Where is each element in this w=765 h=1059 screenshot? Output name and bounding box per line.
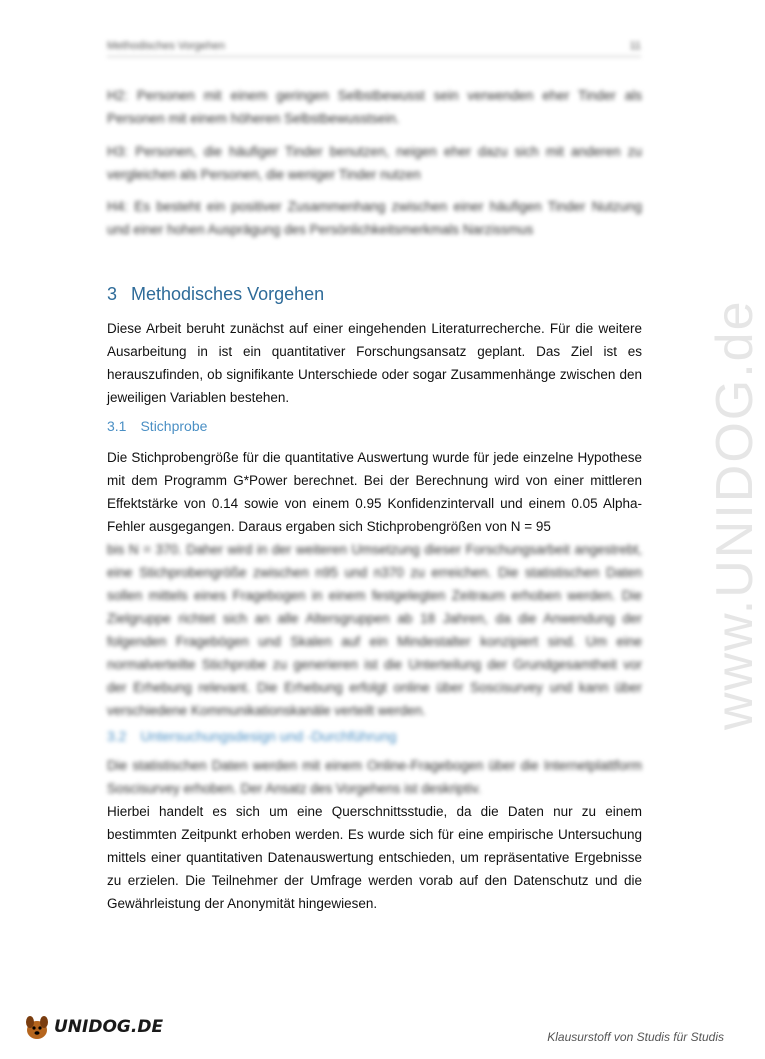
unidog-logo: [22, 1012, 163, 1042]
dog-mascot-icon: [22, 1012, 52, 1042]
page-number: 11: [629, 40, 641, 52]
stichprobe-paragraph-blurred: bis N = 370. Daher wird in der weiteren Umsetzung dieser Forschungsarbeit angestrebt, eine Stichprobengröße zwischen n95 und n370 zu erreichen. Die statistischen Daten sollen mittels eines Fragebogen in einem festgelegten Zeitraum erhoben werden. Die Zielgruppe richtet sich an alle Altersgruppen ab 18 Jahren, da die Anwendung der folgenden Fragebögen und Skalen auf ein Mindestalter konzipiert sind. Um eine normalverteilte Stichprobe zu generieren ist die Unterteilung der Grundgesamtheit vor der Erhebung relevant. Die Erhebung erfolgt online über Soscisurvey und kann über verschiedene Kommunikationskanäle verteilt werden.: [107, 542, 642, 718]
subsection-heading-design: [107, 728, 397, 744]
section-number: 3: [107, 284, 118, 304]
subsection-number: 3.1: [107, 418, 127, 434]
section-title: Methodisches Vorgehen: [131, 284, 325, 304]
hypothesis-h4: H4: Es besteht ein positiver Zusammenhang zwischen einer häufigen Tinder Nutzung und einer hohen Ausprägung des Persönlichkeitsmerkmals Narzissmus: [107, 199, 642, 237]
footer-slogan: Klausurstoff von Studis für Studis: [547, 1030, 724, 1044]
design-paragraph-blurred: Die statistischen Daten werden mit einem Online-Fragebogen über die Internetplattform Soscisurvey erhoben. Der Ansatz des Vorgehens ist deskriptiv.: [107, 758, 642, 796]
design-paragraph: Hierbei handelt es sich um eine Querschnittsstudie, da die Daten nur zu einem bestimmten Zeitpunkt erhoben werden. Es wurde sich für eine empirische Untersuchung mittels einer quantitativen Datenauswertung entschieden, um repräsentative Ergebnisse zu erzielen. Die Teilnehmer der Umfrage werden vorab auf den Datenschutz und die Gewährleistung der Anonymität hingewiesen.: [107, 804, 642, 911]
stichprobe-paragraph: Die Stichprobengröße für die quantitative Auswertung wurde für jede einzelne Hypothese mit dem Programm G*Power berechnet. Bei der Berechnung wird von einer mittleren Effektstärke von 0.14 sowie von einem 0.95 Konfidenzintervall und einem 0.05 Alpha-Fehler ausgegangen. Daraus ergaben sich Stichprobengrößen von N = 95: [107, 450, 642, 534]
intro-paragraph: Diese Arbeit beruht zunächst auf einer eingehenden Literaturrecherche. Für die weitere Ausarbeitung in ist ein quantitativer Forschungsansatz geplant. Das Ziel ist es herauszufinden, ob signifikante Unterschiede oder sogar Zusammenhänge zwischen den jeweiligen Variablen bestehen.: [107, 321, 642, 405]
logo-text: UNIDOG.DE: [54, 1017, 164, 1037]
watermark: www.UNIDOG.de: [706, 299, 764, 730]
hypothesis-h3: H3: Personen, die häufiger Tinder benutzen, neigen eher dazu sich mit anderen zu vergleichen als Personen, die weniger Tinder nutzen: [107, 144, 642, 182]
page-header: [107, 40, 641, 57]
header-title: Methodisches Vorgehen: [107, 40, 226, 52]
subsection-title: Stichprobe: [140, 418, 208, 434]
subsection-title: Untersuchungsdesign und -Durchführung: [140, 728, 397, 744]
section-heading: [107, 284, 324, 305]
subsection-heading-stichprobe: [107, 418, 207, 434]
hypothesis-h2: H2: Personen mit einem geringen Selbstbewusst sein verwenden eher Tinder als Personen mit einem höheren Selbstbewusstsein.: [107, 88, 642, 126]
subsection-number: 3.2: [107, 728, 127, 744]
